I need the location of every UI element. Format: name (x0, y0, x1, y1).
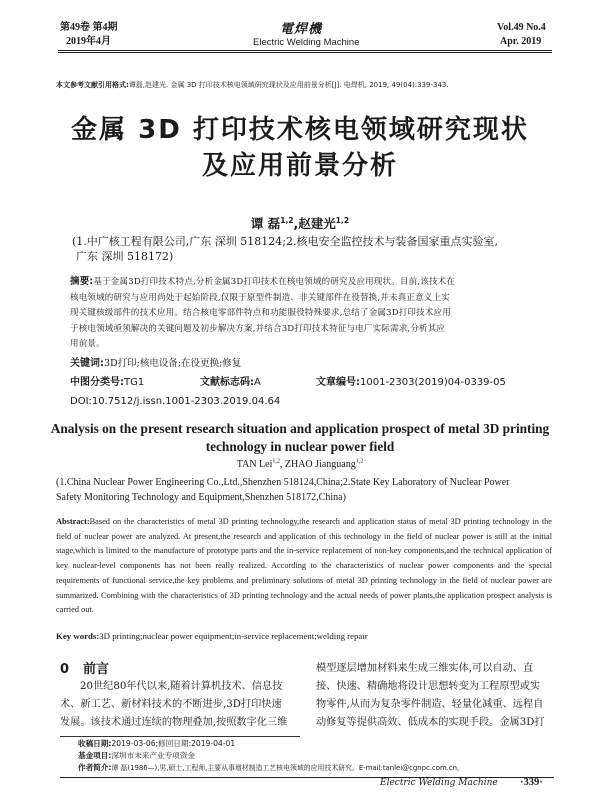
journal-logo: 電焊機 (280, 22, 323, 37)
section-heading (60, 658, 109, 677)
author2-en: , ZHAO Jianguang (279, 459, 356, 470)
fund-label: 基金项目: (78, 751, 112, 760)
authors-en (0, 459, 600, 470)
bio-label: 作者简介: (78, 763, 112, 772)
abstract-cn-line: 用前景。 (70, 339, 105, 350)
body-line: 发展。该技术通过连续的物理叠加,按照数字化三维 (60, 717, 288, 728)
clc-number (70, 375, 144, 390)
body-line: 术、新工艺、新材料技术的不断进步,3D打印快速 (60, 699, 282, 710)
header-rule-thin (58, 52, 552, 53)
footnote-rule (60, 736, 300, 737)
author1-sup: 1,2 (280, 215, 294, 225)
received-label: 收稿日期: (78, 739, 112, 748)
article-value: 1001-2303(2019)04-0339-05 (360, 377, 506, 388)
clc-label: 中图分类号: (70, 377, 124, 388)
bio-text: 谭 磊(1986—),男,硕士,工程师,主要从事增材制造工艺核电领域的应用技术研究。E-mail:tanlei@cgnpc.com.cn。 (111, 764, 464, 772)
abstract-cn-label: 摘要: (70, 276, 94, 287)
abstract-en (56, 515, 552, 618)
footnotes (78, 738, 558, 774)
header-rule (58, 50, 552, 51)
page-title-en (40, 420, 560, 456)
author2-sup: 1,2 (335, 215, 350, 225)
body-line: 物零件,从而为复杂零件制造、轻量化减重、远程自 (316, 699, 544, 710)
affiliation-cn-line2: 广东 深圳 518172) (76, 250, 174, 263)
author1-en: TAN Lei (236, 459, 273, 470)
footer-journal: Electric Welding Machine (380, 778, 498, 788)
clc-value: TG1 (124, 377, 145, 388)
article-number (316, 375, 506, 390)
abstract-cn-line: 基于金属3D打印技术特点,分析金属3D打印技术在核电领域的研究及应用现状。目前,该技术在 (93, 277, 456, 287)
body-line: 动修复等提供高效、低成本的实现手段。金属3D打 (316, 717, 545, 728)
abstract-cn-line: 核电领域的研究与应用尚处于起始阶段,仅限于原型件制造、非关键部件在役替换,并未真正意义上实 (70, 292, 450, 303)
keywords-cn (70, 356, 241, 371)
keywords-en (56, 631, 368, 641)
page-title-cn (40, 112, 560, 184)
affiliation-en-line2: Safety Monitoring Technology and Equipment,Shenzhen 518172,China) (56, 492, 346, 503)
keywords-cn-label: 关键词: (70, 358, 104, 369)
doc-code-value: A (254, 377, 261, 388)
abstract-cn (70, 274, 560, 353)
author1-en-sup: 1,2 (272, 458, 280, 465)
affiliation-cn (72, 234, 562, 264)
article-label: 文章编号: (316, 377, 360, 388)
header-volume-cn: 第49卷 第4期 (60, 22, 118, 33)
abstract-cn-line: 现关键核级部件的技术应用。结合核电零部件特点和功能服役特殊要求,总结了金属3D打印技术应用 (70, 308, 451, 319)
abstract-en-label: Abstract: (56, 517, 90, 526)
title-cn-line2: 及应用前景分析 (201, 151, 398, 181)
keywords-cn-text: 3D打印;核电设备;在役更换;修复 (104, 358, 242, 369)
title-cn-line1: 金属 3D 打印技术核电领域研究现状 (71, 115, 529, 145)
body-line: 接、快速、精确地将设计思想转变为工程原型或实 (316, 681, 541, 692)
abstract-en-text: Based on the characteristics of metal 3D printing technology,the research and application status of metal 3D printing technology in the field of nuclear power are analyzed. At present,the research and application of this technology in the field of nuclear power is still at the initial stage,which is limited to the manufacture of prototype parts and the in-service replacement of non-key components,and the technical application of key nuclear-level components has not been really realized. According to the characteristics of nuclear power components and the special requirements of functional service,the key problems and preliminary solutions of metal 3D printing technology in the field of nuclear power are summarized. Combining with the characteristics of 3D printing technology and the actual needs of power plants,the application prospect analysis is carried out. (56, 517, 552, 615)
author2-en-sup: 1,2 (355, 458, 364, 465)
body-right-column (316, 660, 556, 732)
body-line: 20世纪80年代以来,随着计算机技术、信息技 (80, 681, 283, 692)
citation (56, 80, 556, 90)
citation-label: 本文参考文献引用格式: (56, 81, 129, 89)
author1-cn: 谭 磊 (250, 216, 281, 231)
keywords-en-text: 3D printing;nuclear power equipment;in-service replacement;welding repair (99, 631, 368, 641)
received-dates: 2019-03-06;修回日期:2019-04-01 (111, 739, 236, 748)
title-en-line1: Analysis on the present research situation and application prospect of metal 3D printing (50, 421, 550, 436)
page-number: ·339· (520, 777, 543, 788)
title-en-line2: technology in nuclear power field (205, 439, 395, 454)
document-code (200, 375, 261, 390)
header-date-cn: 2019年4月 (66, 36, 111, 47)
keywords-en-label: Key words: (56, 631, 100, 641)
fund-text: 深圳市未来产业专项资金 (111, 751, 195, 760)
authors-cn (0, 214, 600, 232)
doi[interactable]: DOI:10.7512/j.issn.1001-2303.2019.04.64 (70, 396, 281, 407)
header-date-en: Apr. 2019 (500, 36, 542, 47)
affiliation-en-line1: (1.China Nuclear Power Engineering Co.,Ltd.,Shenzhen 518124,China;2.State Key Laboratory of Nuclear Power (56, 477, 510, 488)
affiliation-en (56, 475, 556, 505)
body-left-column (60, 678, 300, 732)
section-title: 前言 (83, 662, 110, 677)
doc-code-label: 文献标志码: (200, 377, 254, 388)
citation-text: 谭磊,赵建光. 金属 3D 打印技术核电领域研究现状及应用前景分析[J]. 电焊机, 2019, 49(04):339-343. (128, 81, 449, 89)
header-volume-en: Vol.49 No.4 (497, 22, 546, 33)
section-number: 0 (60, 662, 70, 677)
body-line: 模型逐层增加材料来生成三维实体,可以自动、直 (316, 663, 534, 674)
affiliation-cn-line1: (1.中广核工程有限公司,广东 深圳 518124;2.核电安全监控技术与装备国家重点实验室, (72, 235, 498, 248)
abstract-cn-line: 于核电领域亟须解决的关键问题及初步解决方案,并结合3D打印技术特征与电厂实际需求,分析其应 (70, 323, 446, 334)
header-journal-en: Electric Welding Machine (253, 37, 360, 48)
author2-cn: ,赵建光 (293, 216, 336, 231)
